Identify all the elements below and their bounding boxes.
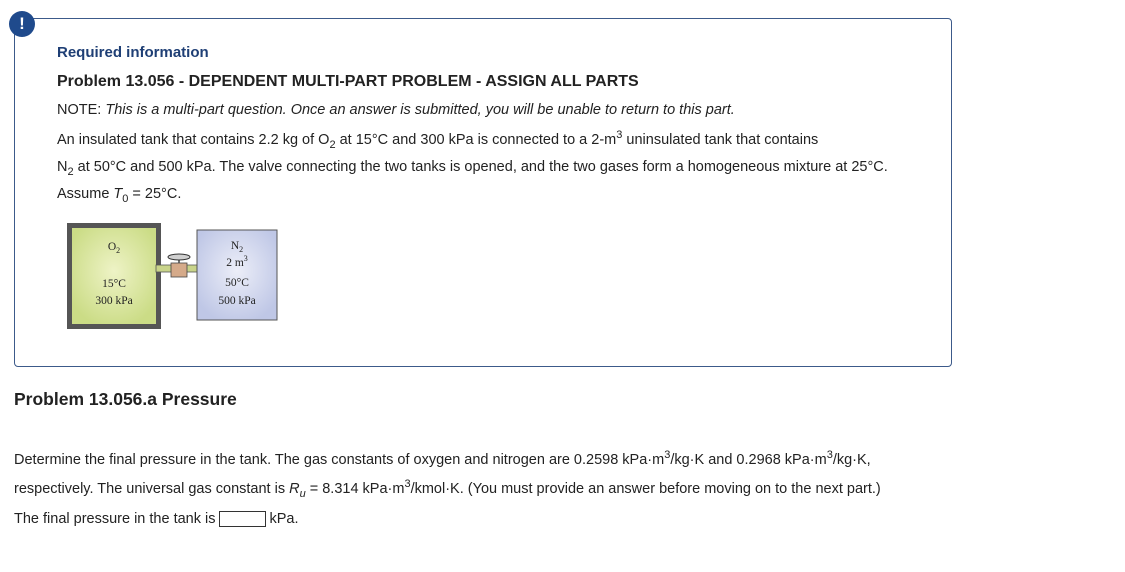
answer-row [14,511,299,527]
o2-pressure: 300 kPa [95,295,133,307]
question-text: Determine the final pressure in the tank. The gas constants of oxygen and nitrogen are 0.2598 $kPa\cdot m^3/kg\cdot K$ and 0.2968 $kPa\cdot m^3/kg\cdot K$, respectively. The universal gas constant is $R_u = 8.314$ $kPa\cdot m^3/kmol\cdot K$. (You must provide an answer before moving on to the next part.) [14,449,881,500]
required-info-title: Required information [57,44,209,61]
tanks-figure [67,223,295,335]
note [57,102,735,118]
note-label: NOTE: [57,102,102,118]
n2-tank-label: $N_2$ [230,240,244,254]
answer-prefix: The final pressure in the tank is [14,511,216,527]
problem-description: An insulated tank that contains 2.2 kg of $O_2$ at 15°C and 300 kPa is connected to a $2-m^3$ uninsulated tank that contains $N_2$ at 50°C and 500 kPa. The valve connecting the two tanks is opened, and the two gases form a homogeneous mixture at 25°C. Assume $T_0 = 25^\circ C$. [57,129,888,205]
problem-title: Problem 13.056 - DEPENDENT MULTI-PART PROBLEM - ASSIGN ALL PARTS [57,73,639,90]
n2-pressure: 500 kPa [218,295,256,307]
n2-volume: 2 $m^3$ [226,254,248,269]
o2-temperature: 15°C [102,278,126,290]
note-text: This is a multi-part question. Once an answer is submitted, you will be unable to return to this part. [105,102,735,118]
valve-handwheel-icon [168,254,190,260]
final-pressure-input[interactable] [219,511,266,527]
part-title: Problem 13.056.a Pressure [14,389,237,409]
answer-unit: kPa. [269,511,299,527]
o2-tank-label: $O_2$ [107,241,121,255]
required-info-box [14,18,952,367]
n2-temperature: 50°C [225,277,249,289]
valve-body [171,263,187,277]
alert-icon: ! [9,11,35,37]
